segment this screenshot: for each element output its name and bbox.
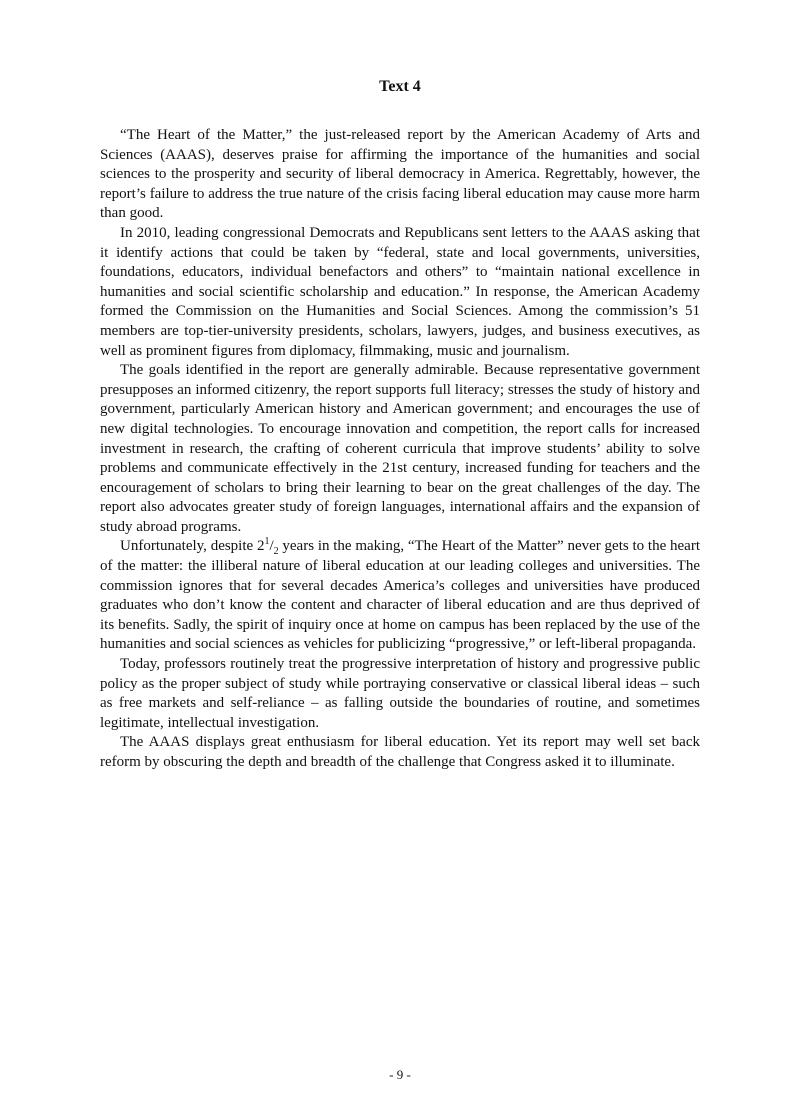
text-title: Text 4 bbox=[379, 78, 421, 95]
paragraph-4 bbox=[100, 537, 700, 655]
paragraph-6: The AAAS displays great enthusiasm for liberal education. Yet its report may well set back reform by obscuring the depth and breadth of the challenge that Congress asked it to illuminate. bbox=[100, 734, 700, 770]
fraction-slash: / bbox=[269, 538, 274, 555]
document-body bbox=[100, 76, 700, 773]
paragraph-1: “The Heart of the Matter,” the just-released report by the American Academy of Arts and Sciences (AAAS), deserves praise for affirming the importance of the humanities and social sciences to the prosperity and security of liberal democracy in America. Regrettably, however, the report’s failure to address the true nature of the crisis facing liberal education may cause more harm than good. bbox=[100, 127, 700, 222]
paragraph-5: Today, professors routinely treat the progressive interpretation of history and progressive public policy as the proper subject of study while portraying conservative or classical liberal ideas – such as free markets and self-reliance – as falling outside the boundaries of routine, and sometimes legitimate, intellectual investigation. bbox=[100, 656, 700, 731]
page-number: - 9 - bbox=[389, 1067, 411, 1082]
paragraph-4-rest: years in the making, “The Heart of the Matter” never gets to the heart of the matter: the illiberal nature of liberal education at our leading colleges and universities. The commission ignores that for several decades America’s colleges and universities have produced graduates who don’t know the content and character of liberal education and are thus deprived of its benefits. Sadly, the spirit of inquiry once at home on campus has been replaced by the use of the humanities and social sciences as vehicles for publicizing “progressive,” or left-liberal propaganda. bbox=[100, 538, 701, 653]
fraction-denominator: 2 bbox=[273, 546, 279, 558]
paragraph-2: In 2010, leading congressional Democrats and Republicans sent letters to the AAAS asking that it identify actions that could be taken by “federal, state and local governments, universities, foundations, educators, individual benefactors and others” to “maintain national excellence in humanities and social scientific scholarship and education.” In response, the American Academy formed the Commission on the Humanities and Social Sciences. Among the commission’s 51 members are top-tier-university presidents, scholars, lawyers, judges, and business executives, as well as prominent figures from diplomacy, filmmaking, music and journalism. bbox=[100, 224, 700, 359]
fraction-numerator: 1 bbox=[264, 536, 270, 548]
paragraph-3: The goals identified in the report are generally admirable. Because representative government presupposes an informed citizenry, the report supports full literacy; stresses the study of history and government, particularly American history and American government; and encourages the use of new digital technologies. To encourage innovation and competition, the report calls for increased investment in research, the crafting of coherent curricula that improve students’ ability to solve problems and communicate effectively in the 21st century, increased funding for teachers and the encouragement of scholars to bring their learning to bear on the great challenges of the day. The report also advocates greater study of foreign languages, international affairs and the expansion of study abroad programs. bbox=[100, 362, 700, 535]
paragraph-4-lead: Unfortunately, despite 2 bbox=[120, 538, 265, 555]
